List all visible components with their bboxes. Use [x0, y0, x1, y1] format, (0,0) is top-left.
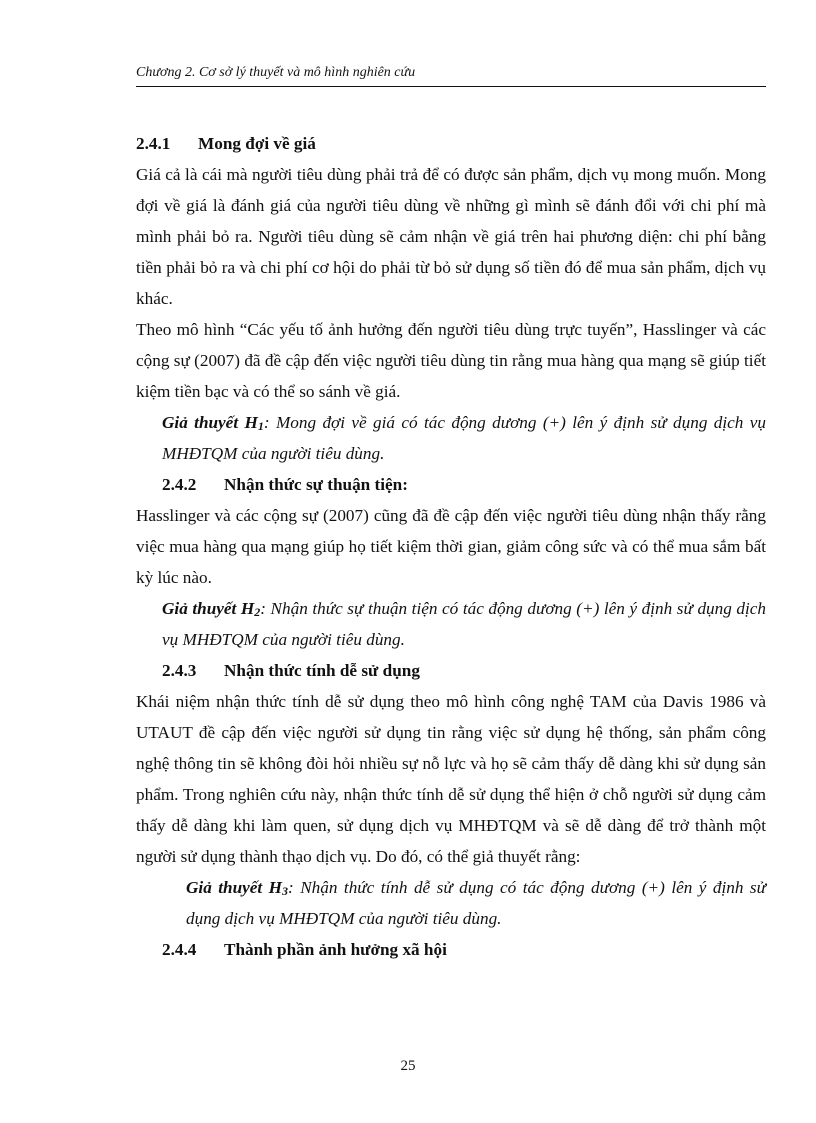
heading-title: Nhận thức sự thuận tiện: — [224, 475, 408, 494]
hypothesis-text: : Mong đợi về giá có tác động dương (+) lên ý định sử dụng dịch vụ MHĐTQM của người tiêu dùng. — [162, 413, 766, 463]
heading-number: 2.4.1 — [136, 134, 171, 153]
heading-title: Nhận thức tính dễ sử dụng — [224, 661, 420, 680]
hypothesis-lead: Giả thuyết $H_2$ — [162, 599, 261, 619]
header-rule — [136, 86, 766, 87]
running-header: Chương 2. Cơ sở lý thuyết và mô hình nghiên cứu — [136, 65, 416, 80]
heading-number: 2.4.2 — [162, 475, 197, 494]
heading-2-4-1 — [136, 128, 766, 159]
heading-2-4-2 — [136, 469, 766, 500]
heading-2-4-3 — [136, 655, 766, 686]
paragraph: Giá cả là cái mà người tiêu dùng phải trả để có được sản phẩm, dịch vụ mong muốn. Mong đợi về giá là đánh giá của người tiêu dùng về những gì mình sẽ đánh đổi với chi phí mà mình phải bỏ ra. Người tiêu dùng sẽ cảm nhận về giá trên hai phương diện: chi phí bằng tiền phải bỏ ra và chi phí cơ hội do phải từ bỏ sử dụng số tiền đó để mua sản phẩm, dịch vụ khác. — [136, 165, 766, 308]
heading-number: 2.4.4 — [162, 940, 197, 959]
hypothesis-h3 — [136, 872, 766, 934]
hypothesis-h2 — [136, 593, 766, 655]
heading-2-4-4 — [136, 934, 766, 965]
hypothesis-lead: Giả thuyết $H_1$ — [162, 413, 264, 433]
paragraph: Theo mô hình “Các yếu tố ảnh hưởng đến người tiêu dùng trực tuyến”, Hasslinger và các cộng sự (2007) đã đề cập đến việc người tiêu dùng tin rằng mua hàng qua mạng sẽ giúp tiết kiệm tiền bạc và có thể so sánh về giá. — [136, 320, 766, 401]
hypothesis-text: : Nhận thức tính dễ sử dụng có tác động dương (+) lên ý định sử dụng dịch vụ MHĐTQM của người tiêu dùng. — [186, 878, 766, 928]
heading-number: 2.4.3 — [162, 661, 197, 680]
paragraph: Khái niệm nhận thức tính dễ sử dụng theo mô hình công nghệ TAM của Davis 1986 và UTAUT đề cập đến việc người sử dụng tin rằng việc sử dụng hệ thống, sản phẩm công nghệ thông tin sẽ không đòi hỏi nhiều sự nỗ lực và họ sẽ cảm thấy dễ dàng khi sử dụng sản phẩm. Trong nghiên cứu này, nhận thức tính dễ sử dụng thể hiện ở chỗ người sử dụng cảm thấy dễ dàng khi làm quen, sử dụng dịch vụ MHĐTQM và sẽ dễ dàng để trở thành một người sử dụng thành thạo dịch vụ. Do đó, có thể giả thuyết rằng: — [136, 692, 766, 866]
page-body — [136, 128, 766, 965]
hypothesis-h1 — [136, 407, 766, 469]
heading-title: Thành phần ảnh hưởng xã hội — [224, 940, 447, 959]
paragraph: Hasslinger và các cộng sự (2007) cũng đã đề cập đến việc người tiêu dùng nhận thấy rằng việc mua hàng qua mạng giúp họ tiết kiệm thời gian, giảm công sức và có thể mua sắm bất kỳ lúc nào. — [136, 506, 766, 587]
page-number: 25 — [400, 1058, 416, 1074]
hypothesis-text: : Nhận thức sự thuận tiện có tác động dương (+) lên ý định sử dụng dịch vụ MHĐTQM của người tiêu dùng. — [162, 599, 766, 649]
hypothesis-lead: Giả thuyết $H_3$ — [186, 878, 289, 898]
heading-title: Mong đợi về giá — [198, 134, 316, 153]
